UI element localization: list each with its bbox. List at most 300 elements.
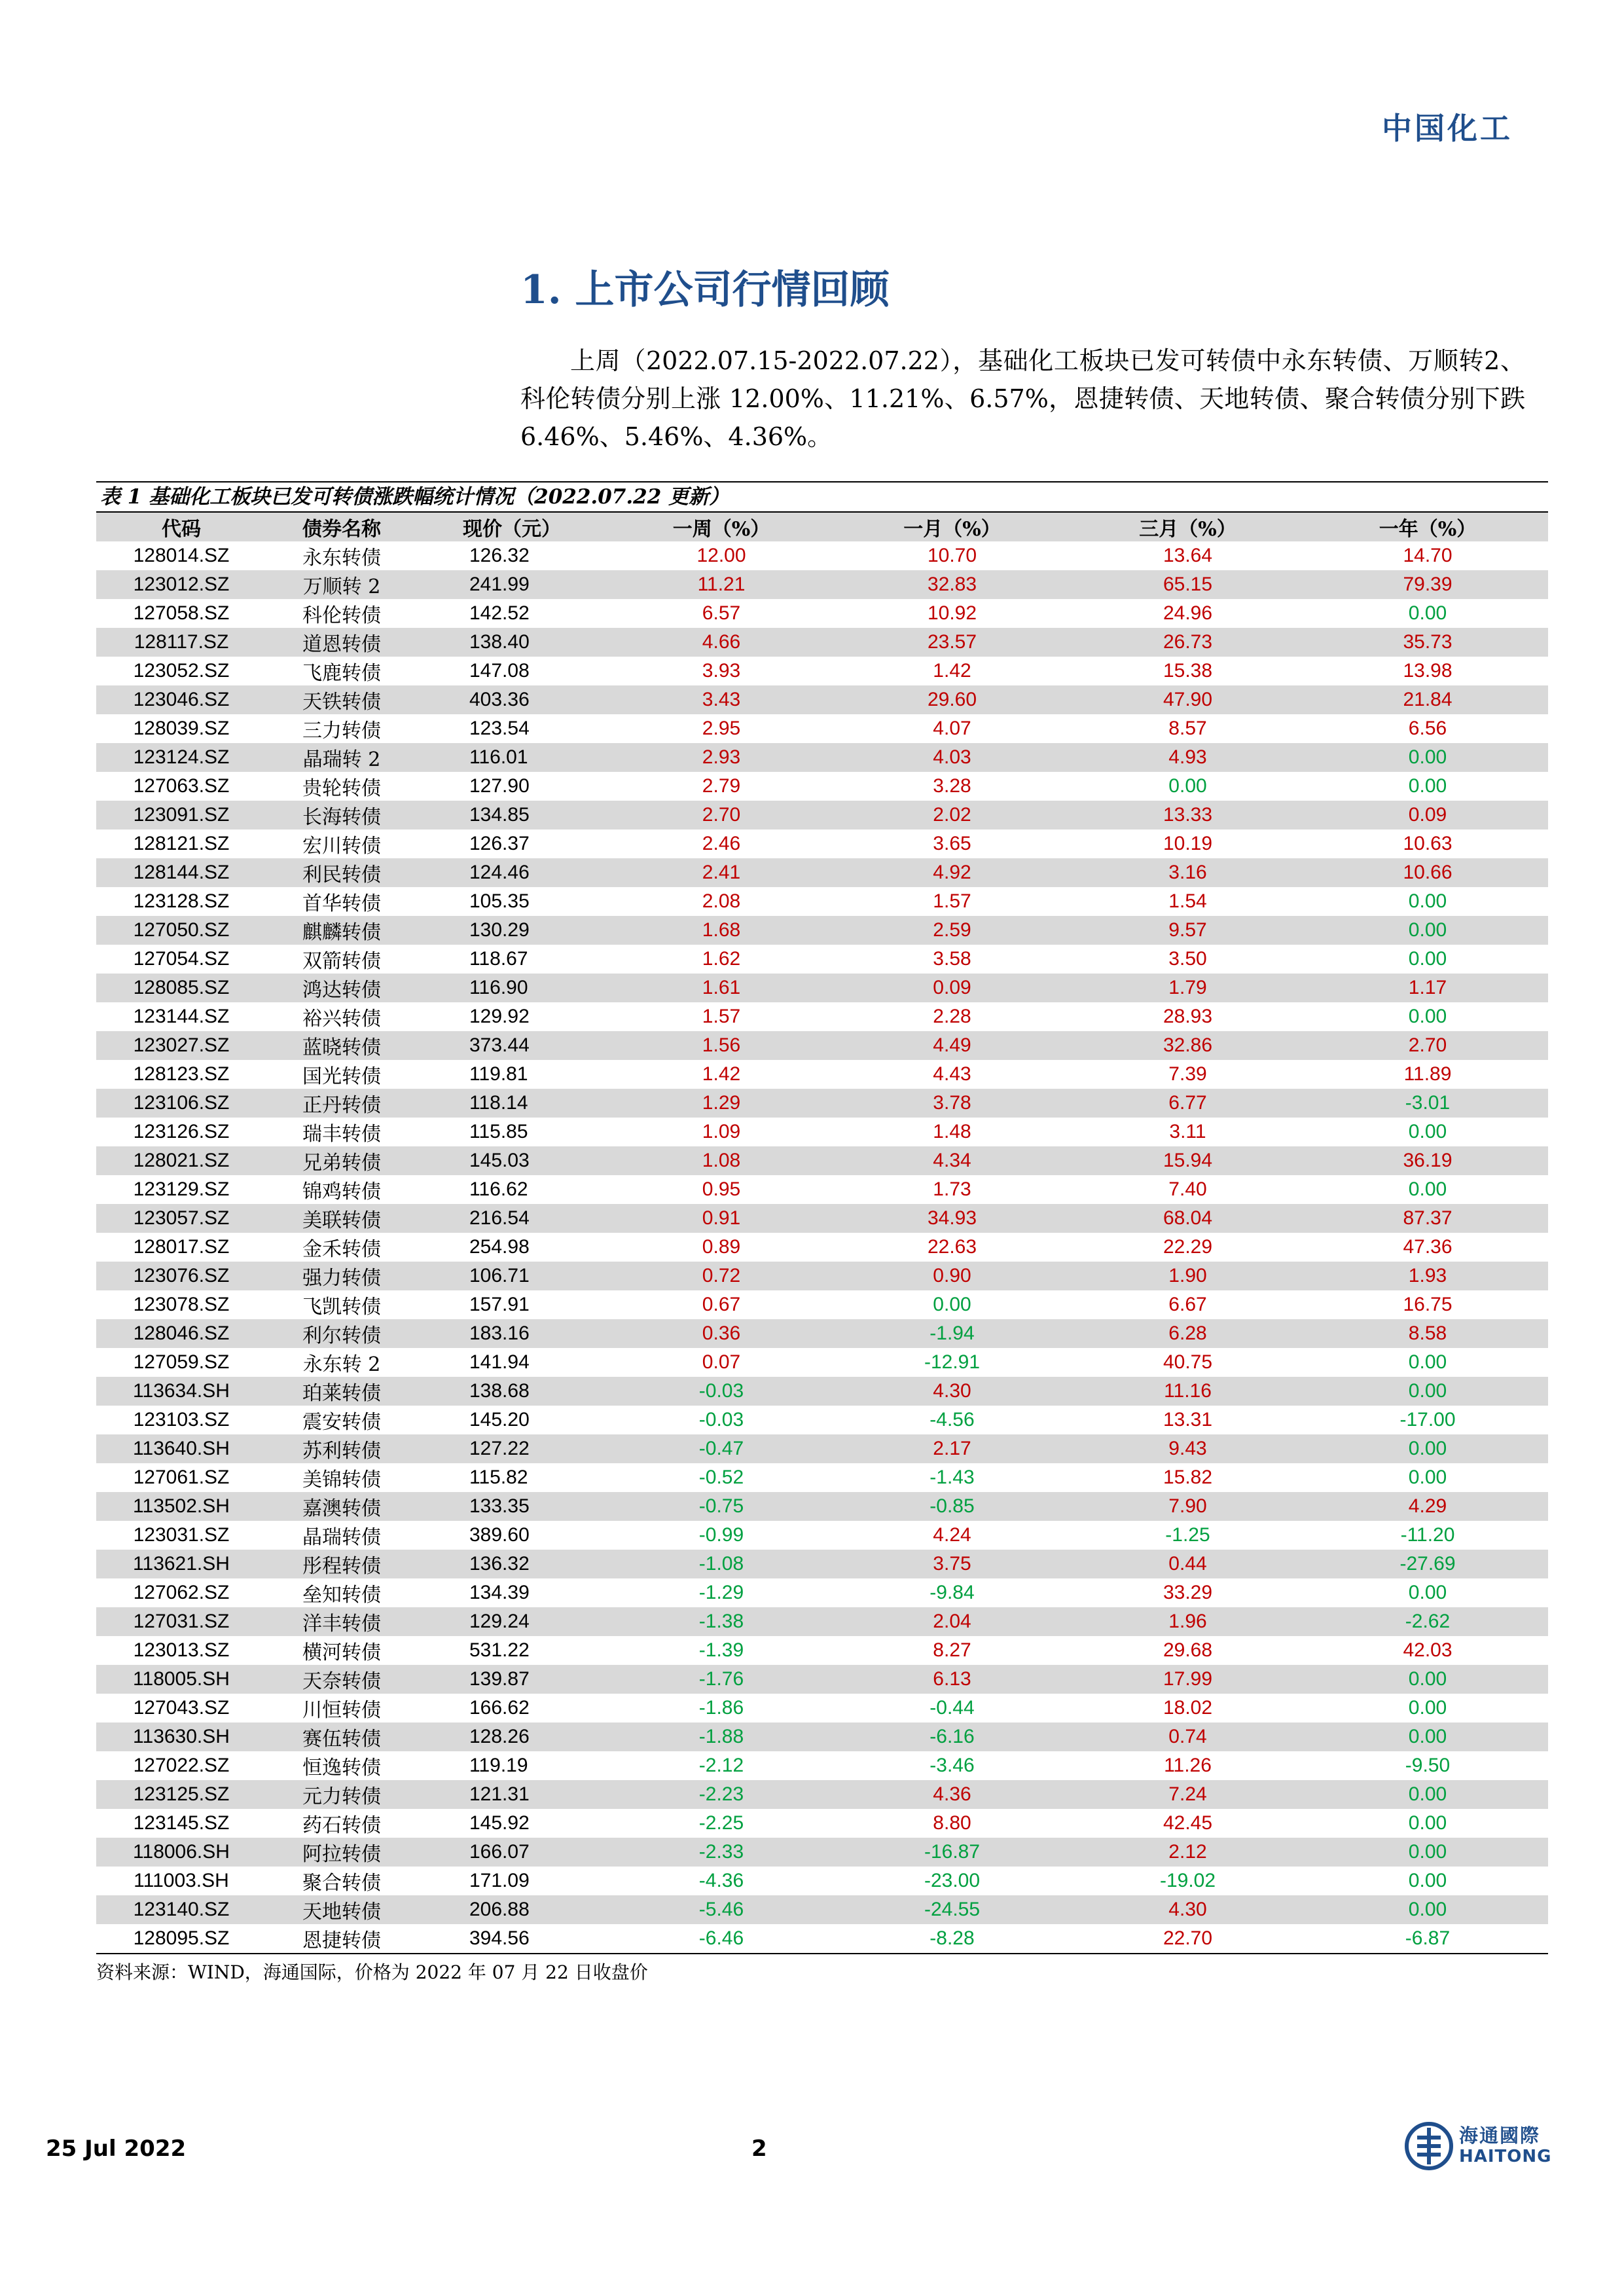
- cell-name: 双箭转债: [302, 950, 381, 973]
- cell-price: 128.26: [417, 1722, 607, 1751]
- cell-week: 1.29: [607, 1089, 836, 1118]
- table-row: [96, 1607, 1548, 1636]
- cell-code: 118006.SH: [96, 1838, 266, 1867]
- table-row: [96, 570, 1548, 599]
- cell-month: 3.28: [933, 775, 971, 797]
- cell-quarter: 15.94: [1068, 1146, 1307, 1175]
- cell-week: -1.38: [607, 1607, 836, 1636]
- cell-quarter: 7.90: [1068, 1492, 1307, 1521]
- table-row: [96, 1521, 1548, 1550]
- cell-name: 三力转债: [302, 720, 381, 742]
- cell-month: 4.92: [836, 858, 1068, 887]
- cell-year: 79.39: [1307, 570, 1548, 599]
- cell-code: 127061.SZ: [133, 1467, 230, 1488]
- cell-week: -1.08: [607, 1550, 836, 1578]
- cell-year: 10.63: [1403, 833, 1453, 854]
- cell-month: 0.90: [836, 1262, 1068, 1290]
- cell-week: 1.61: [607, 974, 836, 1002]
- cell-month: -0.85: [836, 1492, 1068, 1521]
- cell-week: 2.79: [702, 775, 741, 797]
- cell-name: 兄弟转债: [266, 1146, 417, 1175]
- cell-month: 2.28: [933, 1006, 971, 1027]
- cell-year: 0.00: [1408, 1006, 1447, 1027]
- col-header-week: 一周（%）: [607, 512, 836, 541]
- cell-name: 强力转债: [266, 1262, 417, 1290]
- cell-name: 元力转债: [266, 1780, 417, 1809]
- cell-name: 飞凯转债: [302, 1296, 381, 1319]
- cell-month: 1.48: [933, 1121, 971, 1142]
- cell-name: 科伦转债: [302, 604, 381, 627]
- table-row: [96, 1060, 1548, 1089]
- cell-month: 4.34: [836, 1146, 1068, 1175]
- cell-code: 123091.SZ: [96, 801, 266, 829]
- cell-code: 113621.SH: [96, 1550, 266, 1578]
- cell-price: 171.09: [469, 1870, 530, 1891]
- table-row: [96, 974, 1548, 1002]
- cell-code: 127063.SZ: [133, 775, 230, 797]
- cell-week: 3.93: [702, 660, 741, 682]
- intro-paragraph: [520, 342, 1525, 456]
- cell-price: 206.88: [417, 1895, 607, 1924]
- cell-quarter: 0.00: [1168, 775, 1207, 797]
- cell-week: -5.46: [607, 1895, 836, 1924]
- cell-week: 1.68: [607, 916, 836, 945]
- table-row: [96, 1262, 1548, 1290]
- cell-quarter: 17.99: [1068, 1665, 1307, 1694]
- bond-table: [96, 511, 1548, 1954]
- cell-price: 389.60: [469, 1524, 530, 1546]
- cell-quarter: 68.04: [1068, 1204, 1307, 1233]
- cell-code: 128095.SZ: [96, 1924, 266, 1954]
- cell-year: 16.75: [1403, 1294, 1453, 1315]
- cell-month: 3.65: [933, 833, 971, 854]
- cell-name: 天铁转债: [266, 685, 417, 714]
- cell-code: 123128.SZ: [133, 890, 230, 912]
- table-row: [96, 1463, 1548, 1492]
- table-row: [96, 1089, 1548, 1118]
- cell-year: 87.37: [1307, 1204, 1548, 1233]
- cell-price: 124.46: [417, 858, 607, 887]
- cell-week: 2.95: [702, 718, 741, 739]
- cell-price: 531.22: [469, 1639, 530, 1661]
- cell-price: 241.99: [417, 570, 607, 599]
- cell-name: 首华转债: [302, 892, 381, 915]
- cell-code: 123052.SZ: [133, 660, 230, 682]
- cell-month: -1.43: [929, 1467, 975, 1488]
- cell-year: 10.66: [1307, 858, 1548, 887]
- cell-week: 1.09: [702, 1121, 741, 1142]
- cell-month: 1.73: [933, 1178, 971, 1200]
- cell-quarter: 1.96: [1068, 1607, 1307, 1636]
- cell-month: 1.42: [933, 660, 971, 682]
- cell-week: -1.76: [607, 1665, 836, 1694]
- cell-year: 36.19: [1307, 1146, 1548, 1175]
- cell-year: 0.00: [1307, 743, 1548, 772]
- cell-year: 0.00: [1408, 775, 1447, 797]
- cell-month: 4.36: [836, 1780, 1068, 1809]
- cell-year: 0.00: [1408, 1178, 1447, 1200]
- cell-price: 116.01: [417, 743, 607, 772]
- cell-month: 4.30: [836, 1377, 1068, 1406]
- cell-week: -1.39: [698, 1639, 744, 1661]
- table-row: [96, 1867, 1548, 1895]
- cell-code: 127062.SZ: [133, 1582, 230, 1603]
- cell-name: 珀莱转债: [266, 1377, 417, 1406]
- cell-year: -6.87: [1307, 1924, 1548, 1954]
- cell-year: 0.00: [1307, 1722, 1548, 1751]
- cell-code: 128117.SZ: [96, 628, 266, 657]
- cell-code: 123013.SZ: [133, 1639, 230, 1661]
- cell-code: 123106.SZ: [96, 1089, 266, 1118]
- table-row: [96, 916, 1548, 945]
- table-body: [96, 541, 1548, 1954]
- cell-week: 2.93: [607, 743, 836, 772]
- cell-year: 0.09: [1307, 801, 1548, 829]
- cell-quarter: 11.16: [1068, 1377, 1307, 1406]
- table-row: [96, 1722, 1548, 1751]
- cell-year: 0.00: [1307, 1895, 1548, 1924]
- table-row: [96, 1665, 1548, 1694]
- cell-name: 药石转债: [302, 1814, 381, 1837]
- table-row: [96, 1492, 1548, 1521]
- cell-quarter: 0.44: [1068, 1550, 1307, 1578]
- cell-quarter: 65.15: [1068, 570, 1307, 599]
- cell-month: 2.02: [836, 801, 1068, 829]
- cell-code: 113640.SH: [96, 1434, 266, 1463]
- cell-code: 123140.SZ: [96, 1895, 266, 1924]
- cell-price: 138.68: [417, 1377, 607, 1406]
- table-row: [96, 1578, 1548, 1607]
- cell-quarter: 24.96: [1163, 602, 1213, 624]
- cell-code: 127043.SZ: [133, 1697, 230, 1719]
- cell-week: 2.70: [607, 801, 836, 829]
- cell-name: 苏利转债: [266, 1434, 417, 1463]
- section-title: 1. 上市公司行情回顾: [520, 267, 890, 313]
- cell-code: 128017.SZ: [133, 1236, 230, 1258]
- cell-quarter: -1.25: [1165, 1524, 1210, 1546]
- cell-month: -0.44: [929, 1697, 975, 1719]
- cell-name: 彤程转债: [266, 1550, 417, 1578]
- cell-quarter: 13.64: [1163, 545, 1213, 566]
- cell-name: 震安转债: [302, 1411, 381, 1434]
- cell-year: 0.00: [1408, 1870, 1447, 1891]
- cell-name: 正丹转债: [266, 1089, 417, 1118]
- cell-year: 0.00: [1408, 1582, 1447, 1603]
- cell-quarter: 15.82: [1163, 1467, 1213, 1488]
- table-row: [96, 743, 1548, 772]
- cell-week: 1.62: [702, 948, 741, 970]
- cell-price: 105.35: [469, 890, 530, 912]
- cell-name: 永东转 2: [302, 1353, 381, 1376]
- table-row: [96, 1233, 1548, 1262]
- cell-week: 11.21: [607, 570, 836, 599]
- cell-year: 0.00: [1408, 1697, 1447, 1719]
- table-row: [96, 1780, 1548, 1809]
- cell-code: 123124.SZ: [96, 743, 266, 772]
- logo-text-en: HAITONG: [1459, 2147, 1552, 2166]
- cell-week: -0.03: [607, 1377, 836, 1406]
- cell-week: -2.25: [698, 1812, 744, 1834]
- cell-year: 0.00: [1307, 1434, 1548, 1463]
- cell-code: 118005.SH: [96, 1665, 266, 1694]
- cell-week: 0.72: [607, 1262, 836, 1290]
- cell-price: 216.54: [417, 1204, 607, 1233]
- cell-month: 4.43: [933, 1063, 971, 1085]
- cell-quarter: 0.74: [1068, 1722, 1307, 1751]
- cell-code: 111003.SH: [134, 1870, 229, 1891]
- table-row: [96, 1031, 1548, 1060]
- cell-quarter: 1.90: [1068, 1262, 1307, 1290]
- cell-quarter: 18.02: [1163, 1697, 1213, 1719]
- table-row: [96, 858, 1548, 887]
- cell-year: 0.00: [1307, 1838, 1548, 1867]
- cell-year: 47.36: [1403, 1236, 1453, 1258]
- cell-week: 4.66: [607, 628, 836, 657]
- cell-quarter: 15.38: [1163, 660, 1213, 682]
- cell-quarter: 6.77: [1068, 1089, 1307, 1118]
- cell-week: -1.86: [698, 1697, 744, 1719]
- cell-quarter: 40.75: [1163, 1351, 1213, 1373]
- cell-week: -2.33: [607, 1838, 836, 1867]
- table-row: [96, 1146, 1548, 1175]
- table-row: [96, 1434, 1548, 1463]
- cell-year: -27.69: [1307, 1550, 1548, 1578]
- cell-price: 183.16: [417, 1319, 607, 1348]
- cell-week: 0.67: [702, 1294, 741, 1315]
- cell-name: 宏川转债: [302, 835, 381, 858]
- cell-month: -16.87: [836, 1838, 1068, 1867]
- cell-code: 123126.SZ: [133, 1121, 230, 1142]
- table-row: [96, 657, 1548, 685]
- cell-price: 147.08: [469, 660, 530, 682]
- cell-quarter: 32.86: [1068, 1031, 1307, 1060]
- haitong-logo-icon: [1404, 2121, 1454, 2171]
- cell-month: 4.24: [933, 1524, 971, 1546]
- cell-name: 贵轮转债: [302, 777, 381, 800]
- cell-year: 42.03: [1403, 1639, 1453, 1661]
- cell-name: 长海转债: [266, 801, 417, 829]
- col-header-month: 一月（%）: [836, 512, 1068, 541]
- cell-year: 0.00: [1307, 1377, 1548, 1406]
- cell-month: -23.00: [924, 1870, 981, 1891]
- cell-price: 129.92: [469, 1006, 530, 1027]
- cell-week: -0.47: [607, 1434, 836, 1463]
- cell-year: 0.00: [1408, 1121, 1447, 1142]
- cell-month: 2.17: [836, 1434, 1068, 1463]
- col-header-year: 一年（%）: [1307, 512, 1548, 541]
- cell-month: 1.57: [933, 890, 971, 912]
- cell-name: 晶瑞转 2: [266, 743, 417, 772]
- cell-price: 134.85: [417, 801, 607, 829]
- table-row: [96, 1204, 1548, 1233]
- cell-code: 113502.SH: [96, 1492, 266, 1521]
- cell-code: 123076.SZ: [96, 1262, 266, 1290]
- cell-year: 0.00: [1307, 1780, 1548, 1809]
- cell-price: 116.62: [469, 1178, 528, 1200]
- cell-code: 128039.SZ: [133, 718, 230, 739]
- cell-year: 35.73: [1307, 628, 1548, 657]
- cell-price: 145.03: [417, 1146, 607, 1175]
- table-row: [96, 1809, 1548, 1838]
- cell-month: -9.84: [929, 1582, 975, 1603]
- cell-quarter: 10.19: [1163, 833, 1213, 854]
- cell-price: 130.29: [417, 916, 607, 945]
- logo-text-cn: 海通國際: [1459, 2124, 1541, 2147]
- table-row: [96, 1838, 1548, 1867]
- table-row: [96, 1118, 1548, 1146]
- haitong-logo: [1404, 2121, 1552, 2171]
- cell-quarter: 28.93: [1163, 1006, 1213, 1027]
- cell-year: -17.00: [1399, 1409, 1456, 1430]
- cell-code: 127058.SZ: [133, 602, 230, 624]
- cell-name: 麒麟转债: [266, 916, 417, 945]
- cell-month: 4.07: [933, 718, 971, 739]
- cell-month: 2.04: [836, 1607, 1068, 1636]
- cell-name: 嘉澳转债: [266, 1492, 417, 1521]
- cell-week: 3.43: [607, 685, 836, 714]
- cell-year: 4.29: [1307, 1492, 1548, 1521]
- table-row: [96, 772, 1548, 801]
- table-row: [96, 1406, 1548, 1434]
- cell-price: 139.87: [417, 1665, 607, 1694]
- cell-code: 123145.SZ: [133, 1812, 230, 1834]
- cell-code: 127031.SZ: [96, 1607, 266, 1636]
- cell-year: 0.00: [1408, 890, 1447, 912]
- cell-year: -3.01: [1307, 1089, 1548, 1118]
- cell-year: 1.93: [1307, 1262, 1548, 1290]
- cell-week: 2.46: [702, 833, 741, 854]
- page-number: 2: [751, 2136, 767, 2162]
- cell-code: 123031.SZ: [133, 1524, 230, 1546]
- cell-name: 利尔转债: [266, 1319, 417, 1348]
- cell-name: 恩捷转债: [266, 1924, 417, 1954]
- cell-week: 0.91: [607, 1204, 836, 1233]
- cell-price: 106.71: [417, 1262, 607, 1290]
- cell-quarter: 47.90: [1068, 685, 1307, 714]
- cell-year: 13.98: [1403, 660, 1453, 682]
- header-brand: 中国化工: [1382, 111, 1513, 146]
- cell-price: 136.32: [417, 1550, 607, 1578]
- cell-year: 1.17: [1307, 974, 1548, 1002]
- col-header-name: 债券名称: [266, 512, 417, 541]
- cell-name: 瑞丰转债: [302, 1123, 381, 1146]
- table-row: [96, 628, 1548, 657]
- cell-price: 115.82: [469, 1467, 528, 1488]
- cell-price: 145.92: [469, 1812, 530, 1834]
- cell-price: 166.07: [417, 1838, 607, 1867]
- cell-month: 2.59: [836, 916, 1068, 945]
- cell-code: 128014.SZ: [133, 545, 230, 566]
- cell-month: 34.93: [836, 1204, 1068, 1233]
- cell-quarter: 13.33: [1068, 801, 1307, 829]
- table-row: [96, 1895, 1548, 1924]
- cell-name: 裕兴转债: [302, 1008, 381, 1030]
- col-header-code: 代码: [96, 512, 266, 541]
- cell-week: -0.99: [698, 1524, 744, 1546]
- cell-name: 鸿达转债: [266, 974, 417, 1002]
- cell-month: 10.70: [927, 545, 977, 566]
- cell-month: 8.80: [933, 1812, 971, 1834]
- cell-month: -6.16: [836, 1722, 1068, 1751]
- cell-year: 0.00: [1408, 1351, 1447, 1373]
- cell-quarter: 7.40: [1168, 1178, 1207, 1200]
- cell-week: -1.29: [698, 1582, 744, 1603]
- cell-code: 127054.SZ: [133, 948, 230, 970]
- cell-year: 0.00: [1307, 916, 1548, 945]
- cell-code: 123125.SZ: [96, 1780, 266, 1809]
- cell-week: -2.23: [607, 1780, 836, 1809]
- cell-month: 10.92: [927, 602, 977, 624]
- cell-quarter: 29.68: [1163, 1639, 1213, 1661]
- cell-year: 0.00: [1408, 1467, 1447, 1488]
- cell-price: 118.67: [469, 948, 528, 970]
- cell-week: 0.95: [702, 1178, 741, 1200]
- table-row: [96, 1550, 1548, 1578]
- cell-week: 6.57: [702, 602, 741, 624]
- cell-code: 127022.SZ: [133, 1755, 230, 1776]
- cell-quarter: 9.43: [1068, 1434, 1307, 1463]
- cell-year: 6.56: [1408, 718, 1447, 739]
- cell-month: -8.28: [836, 1924, 1068, 1954]
- cell-name: 川恒转债: [302, 1699, 381, 1722]
- cell-month: 4.03: [836, 743, 1068, 772]
- table-header-row: [96, 512, 1548, 541]
- cell-code: 123012.SZ: [96, 570, 266, 599]
- cell-quarter: 4.30: [1068, 1895, 1307, 1924]
- cell-price: 119.19: [469, 1755, 528, 1776]
- cell-code: 128144.SZ: [96, 858, 266, 887]
- cell-code: 128085.SZ: [96, 974, 266, 1002]
- cell-name: 金禾转债: [302, 1238, 381, 1261]
- cell-price: 403.36: [417, 685, 607, 714]
- cell-month: 23.57: [836, 628, 1068, 657]
- cell-year: -11.20: [1400, 1524, 1455, 1546]
- cell-quarter: 11.26: [1164, 1755, 1212, 1776]
- cell-name: 道恩转债: [266, 628, 417, 657]
- cell-year: 0.00: [1408, 1812, 1447, 1834]
- cell-code: 123144.SZ: [133, 1006, 230, 1027]
- cell-quarter: 7.24: [1068, 1780, 1307, 1809]
- cell-month: -4.56: [929, 1409, 975, 1430]
- cell-price: 138.40: [417, 628, 607, 657]
- table-row: [96, 1348, 1548, 1377]
- cell-year: 11.89: [1403, 1063, 1452, 1085]
- cell-code: 123027.SZ: [96, 1031, 266, 1060]
- cell-name: 横河转债: [302, 1641, 381, 1664]
- cell-price: 145.20: [469, 1409, 530, 1430]
- table-row: [96, 714, 1548, 743]
- cell-code: 123103.SZ: [133, 1409, 230, 1430]
- cell-month: 6.13: [836, 1665, 1068, 1694]
- cell-month: 0.09: [836, 974, 1068, 1002]
- cell-code: 123057.SZ: [96, 1204, 266, 1233]
- cell-quarter: 26.73: [1068, 628, 1307, 657]
- cell-week: -0.75: [607, 1492, 836, 1521]
- cell-month: -3.46: [929, 1755, 975, 1776]
- cell-quarter: 33.29: [1163, 1582, 1213, 1603]
- cell-year: 2.70: [1307, 1031, 1548, 1060]
- cell-name: 永东转债: [302, 547, 381, 570]
- cell-week: 1.57: [702, 1006, 741, 1027]
- cell-price: 141.94: [469, 1351, 530, 1373]
- cell-week: 1.08: [607, 1146, 836, 1175]
- cell-week: 2.08: [702, 890, 741, 912]
- cell-code: 123046.SZ: [96, 685, 266, 714]
- cell-quarter: 9.57: [1068, 916, 1307, 945]
- cell-code: 127050.SZ: [96, 916, 266, 945]
- cell-week: -0.03: [698, 1409, 744, 1430]
- cell-month: -12.91: [924, 1351, 981, 1373]
